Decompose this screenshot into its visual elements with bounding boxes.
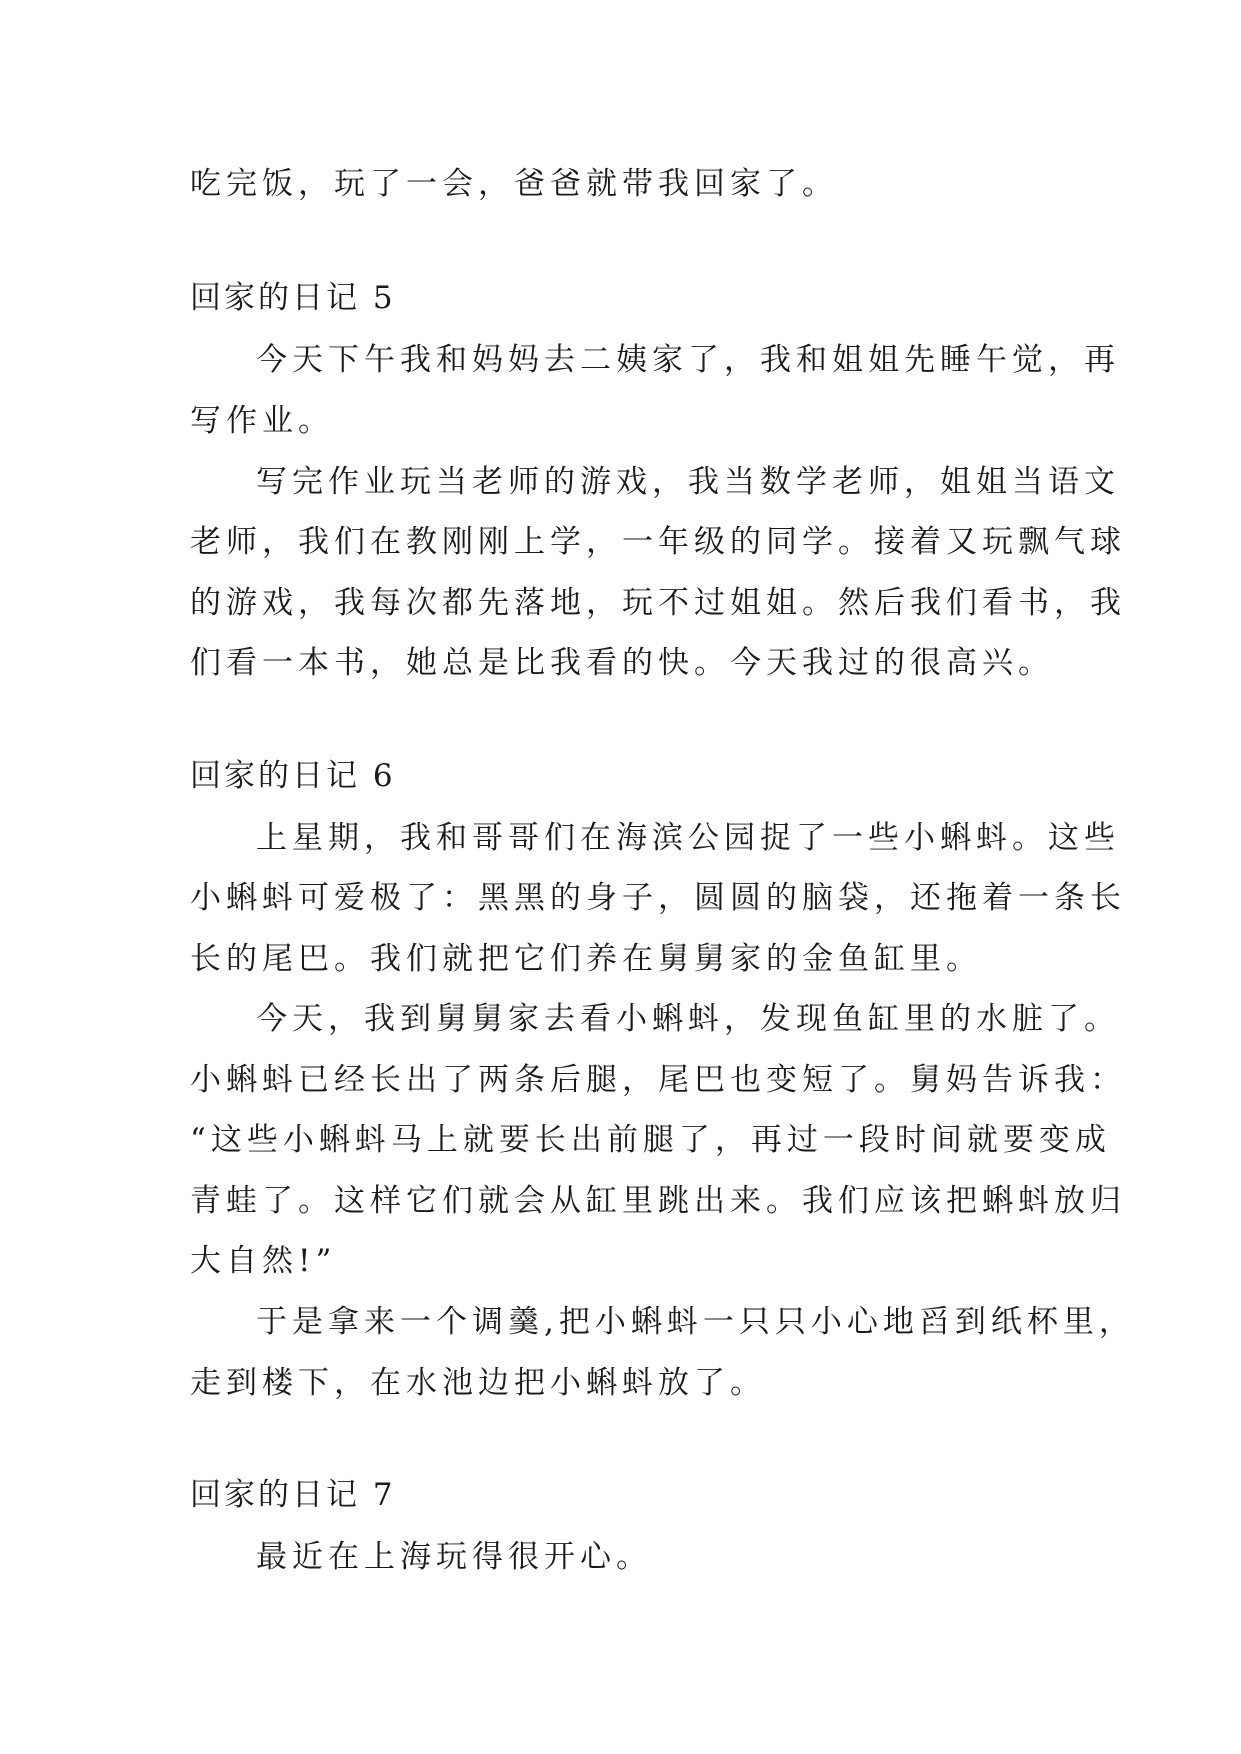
paragraph-line: 小蝌蚪已经长出了两条后腿，尾巴也变短了。舅妈告诉我： [190, 1062, 1126, 1098]
paragraph-line: 今天，我到舅舅家去看小蝌蚪，发现鱼缸里的水脏了。 [256, 1001, 1120, 1037]
paragraph-line: 最近在上海玩得很开心。 [256, 1539, 652, 1575]
paragraph-line: 大自然!” [190, 1243, 337, 1279]
paragraph-line: “这些小蝌蚪马上就要长出前腿了，再过一段时间就要变成 [190, 1122, 1111, 1158]
paragraph-line: 于是拿来一个调羹,把小蝌蚪一只只小心地舀到纸杯里， [256, 1304, 1135, 1340]
paragraph-line: 的游戏，我每次都先落地，玩不过姐姐。然后我们看书，我 [190, 585, 1126, 621]
paragraph-line: 上星期，我和哥哥们在海滨公园捉了一些小蝌蚪。这些 [256, 820, 1120, 856]
paragraph-line: 今天下午我和妈妈去二姨家了，我和姐姐先睡午觉，再 [256, 342, 1120, 378]
paragraph-line: 老师，我们在教刚刚上学，一年级的同学。接着又玩飘气球 [190, 524, 1126, 560]
entry-title: 回家的日记 6 [190, 758, 396, 794]
paragraph-line: 长的尾巴。我们就把它们养在舅舅家的金鱼缸里。 [190, 941, 982, 977]
paragraph-line: 写作业。 [190, 403, 334, 439]
paragraph-line: 走到楼下，在水池边把小蝌蚪放了。 [190, 1365, 766, 1401]
paragraph-line: 吃完饭，玩了一会，爸爸就带我回家了。 [190, 166, 838, 202]
paragraph-line: 小蝌蚪可爱极了：黑黑的身子，圆圆的脑袋，还拖着一条长 [190, 880, 1126, 916]
paragraph-line: 青蛙了。这样它们就会从缸里跳出来。我们应该把蝌蚪放归 [190, 1183, 1126, 1219]
entry-title: 回家的日记 5 [190, 280, 396, 316]
paragraph-line: 写完作业玩当老师的游戏，我当数学老师，姐姐当语文 [256, 464, 1120, 500]
entry-title: 回家的日记 7 [190, 1477, 396, 1513]
paragraph-line: 们看一本书，她总是比我看的快。今天我过的很高兴。 [190, 645, 1054, 681]
